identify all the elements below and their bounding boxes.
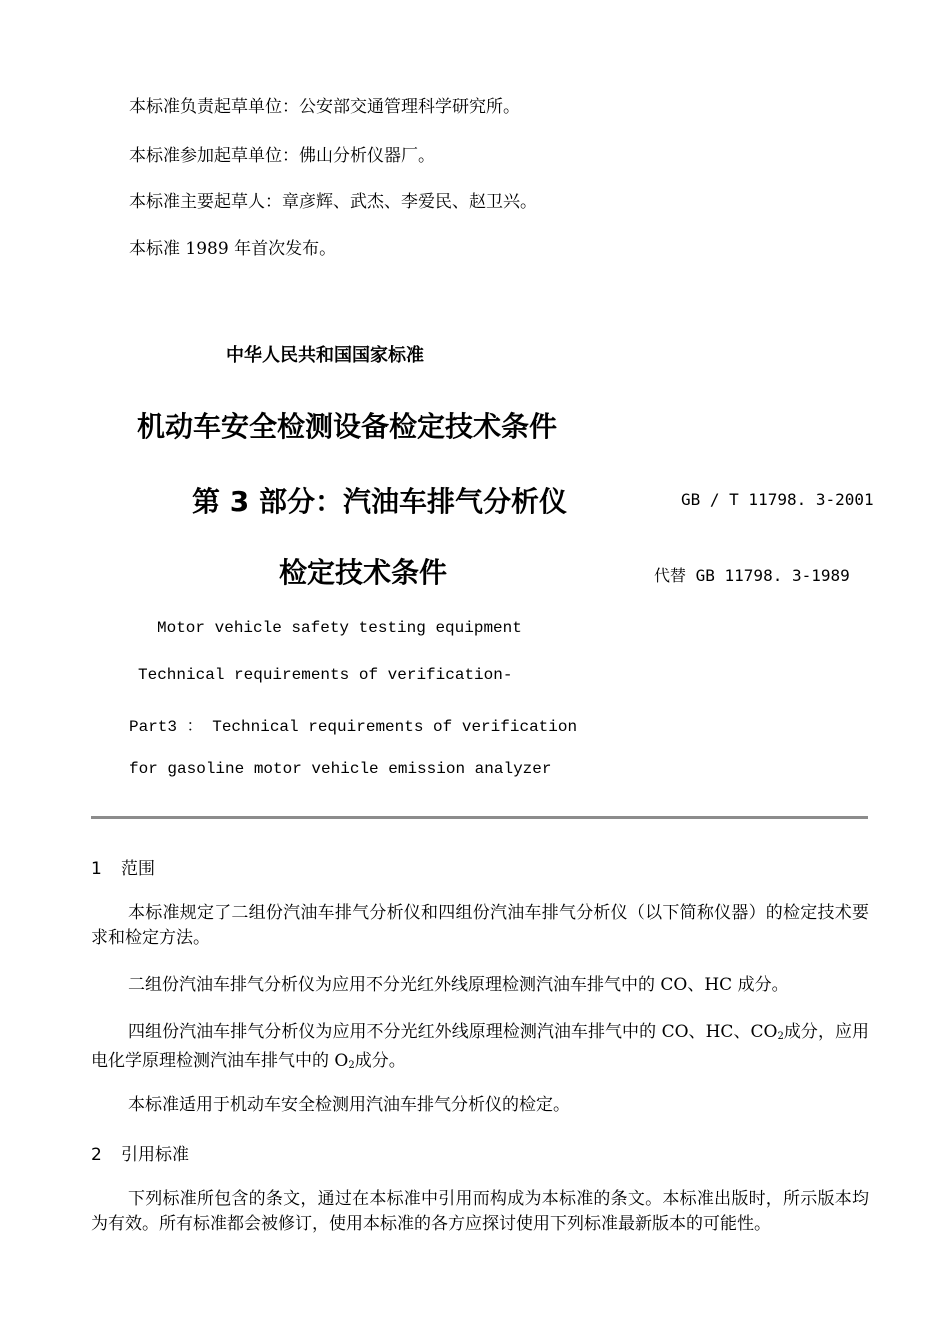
header-divider	[91, 816, 868, 819]
english-title-line-4: for gasoline motor vehicle emission analyzer	[129, 760, 552, 778]
title-line-2: 第 3 部分：汽油车排气分析仪	[192, 485, 567, 518]
title-line-1: 机动车安全检测设备检定技术条件	[137, 410, 558, 443]
english-title-line-3: Part3 ： Technical requirements of verification	[129, 718, 578, 736]
section-1-paragraph-1: 本标准规定了二组份汽油车排气分析仪和四组份汽油车排气分析仪（以下简称仪器）的检定技术要求和检定方法。	[91, 903, 869, 948]
section-title: 范围	[121, 859, 155, 879]
english-title-line-2: Technical requirements of verification-	[138, 666, 513, 684]
first-issue-line: 本标准 1989 年首次发布。	[129, 239, 337, 259]
english-title-line-1: Motor vehicle safety testing equipment	[157, 619, 522, 637]
section-1-paragraph-2: 二组份汽油车排气分析仪为应用不分光红外线原理检测汽油车排气中的 CO、HC 成分。	[128, 975, 789, 995]
title-line-3: 检定技术条件	[279, 556, 448, 589]
section-2-heading	[91, 1140, 189, 1165]
section-1-heading	[91, 854, 155, 879]
drafting-unit-line: 本标准负责起草单位：公安部交通管理科学研究所。	[129, 97, 520, 117]
country-standard-label: 中华人民共和国国家标准	[226, 345, 424, 366]
standard-number: GB / T 11798. 3-2001	[681, 490, 874, 509]
section-2-paragraph-1: 下列标准所包含的条文，通过在本标准中引用而构成为本标准的条文。本标准出版时，所示版本均为有效。所有标准都会被修订，使用本标准的各方应探讨使用下列标准最新版本的可能性。	[91, 1189, 869, 1234]
section-1-paragraph-3: 四组份汽油车排气分析仪为应用不分光红外线原理检测汽油车排气中的 CO、HC、$CO_2$成分，应用电化学原理检测汽油车排气中的 $O_2$成分。	[91, 1022, 870, 1071]
participating-unit-line: 本标准参加起草单位：佛山分析仪器厂。	[129, 146, 435, 166]
section-number: 1	[91, 859, 102, 879]
drafters-line: 本标准主要起草人：章彦辉、武杰、李爱民、赵卫兴。	[129, 192, 537, 212]
replaces-standard: 代替 GB 11798. 3-1989	[654, 566, 850, 585]
section-number: 2	[91, 1145, 102, 1165]
section-title: 引用标准	[121, 1145, 189, 1165]
section-1-paragraph-4: 本标准适用于机动车安全检测用汽油车排气分析仪的检定。	[128, 1095, 570, 1115]
